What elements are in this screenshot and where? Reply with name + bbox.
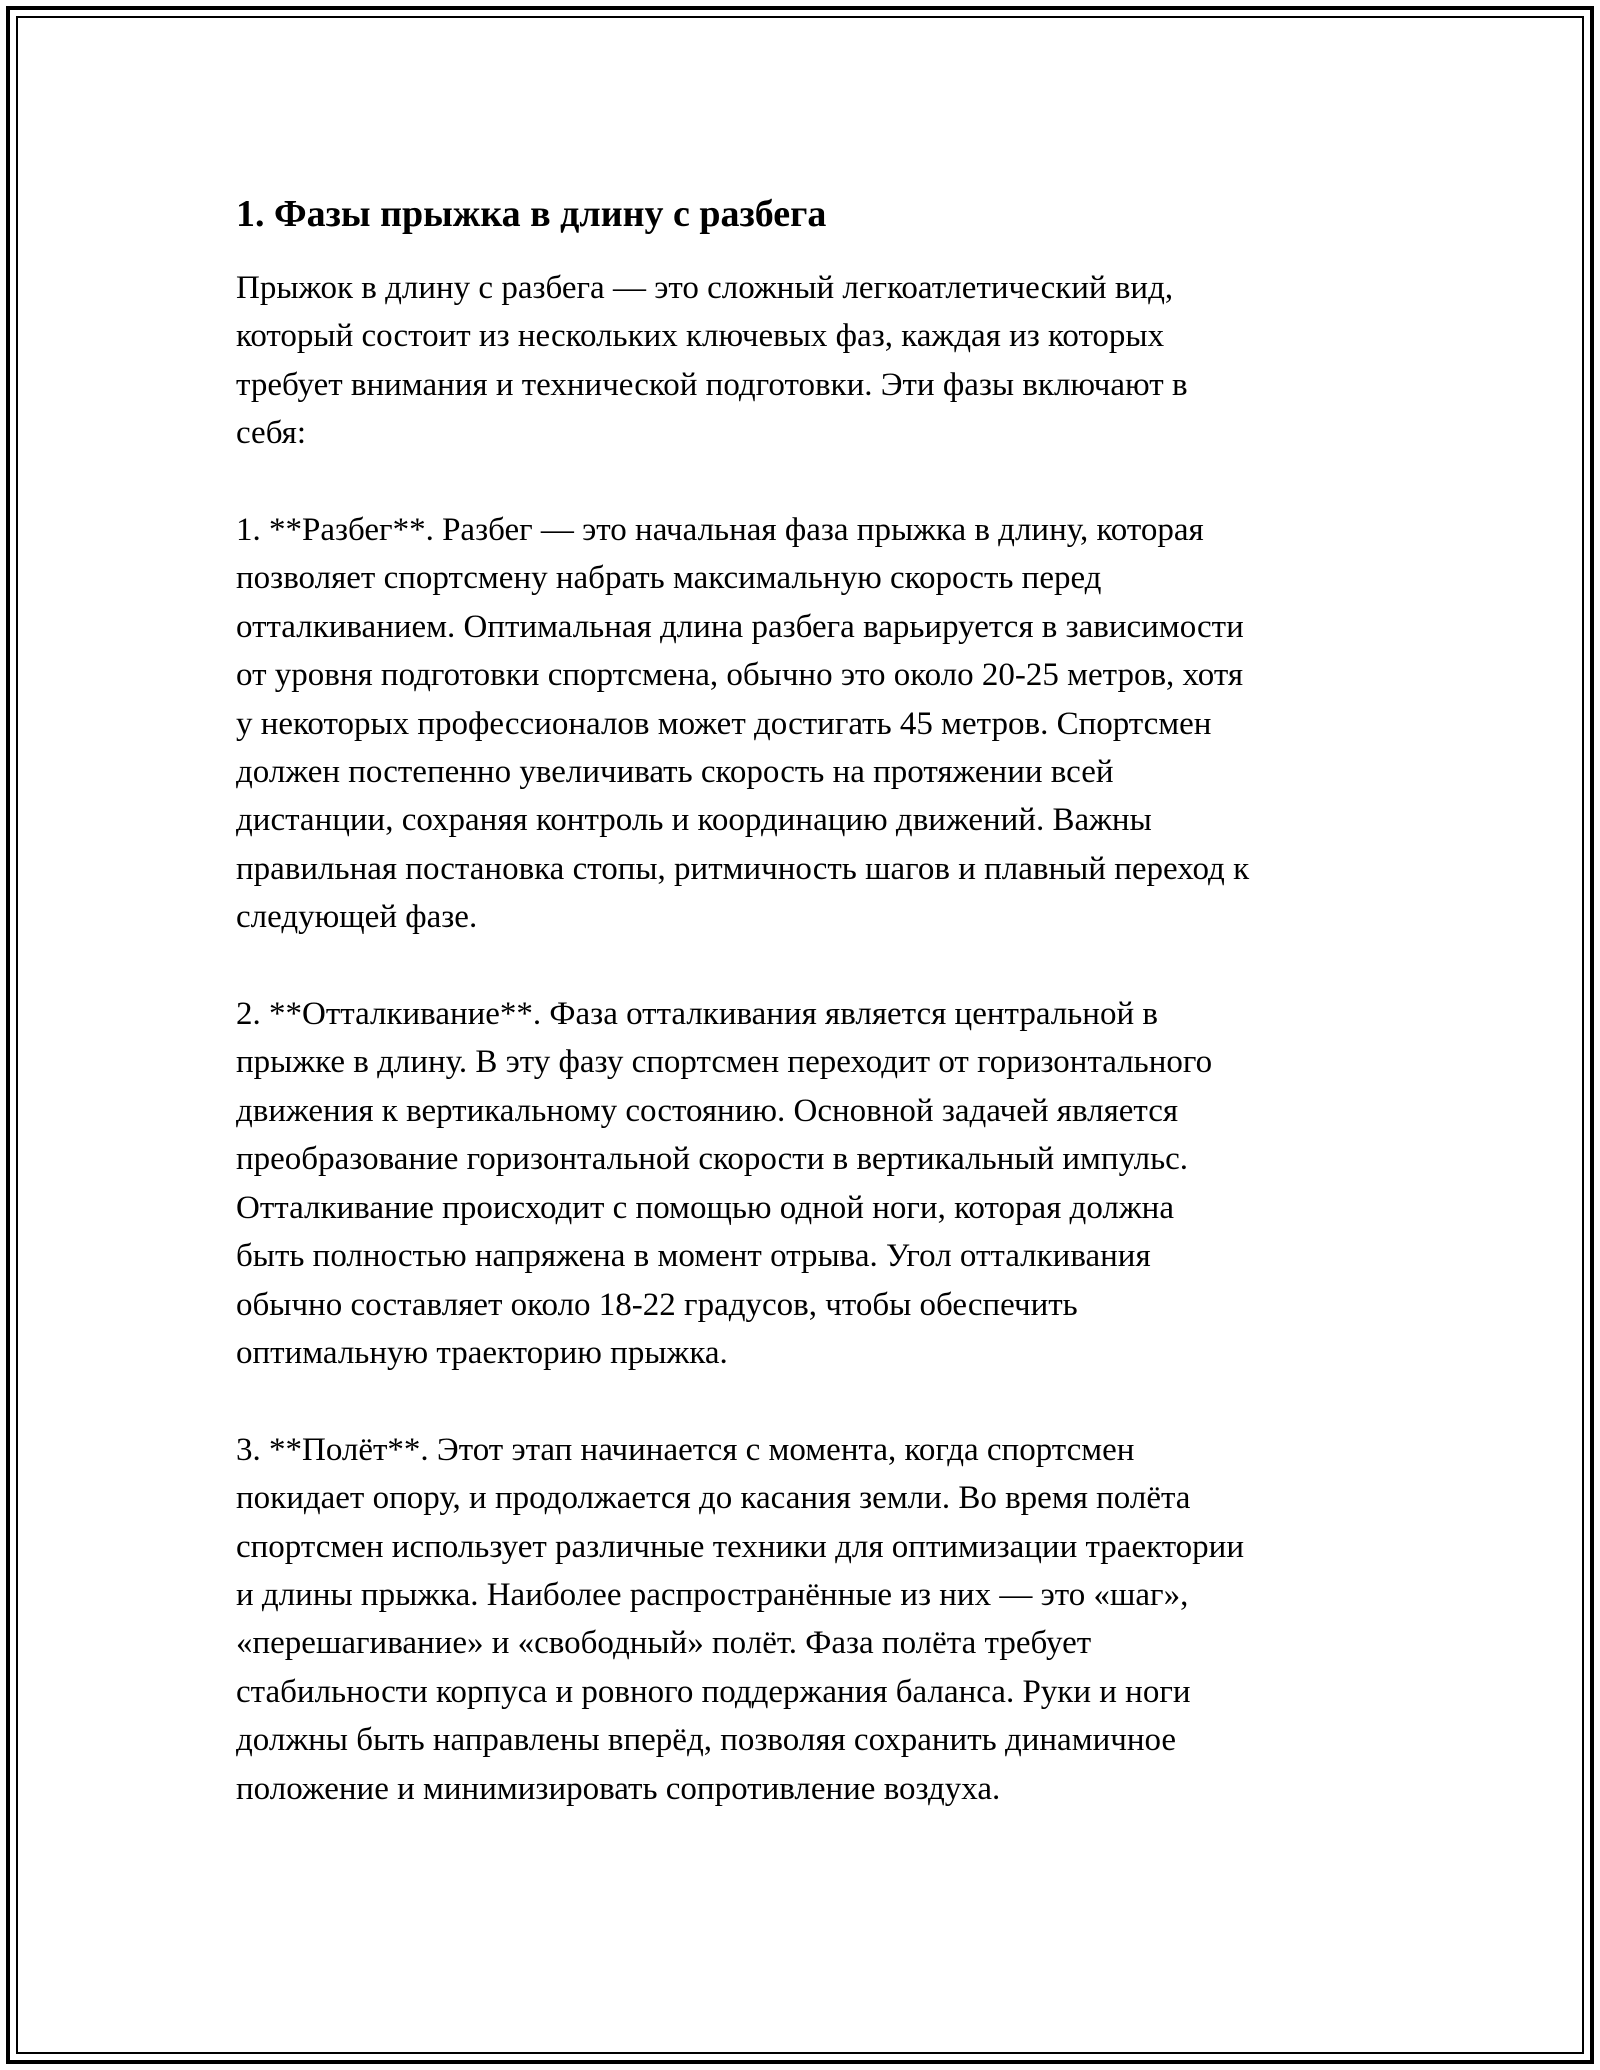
phase-takeoff-paragraph: 2. **Отталкивание**. Фаза отталкивания является центральной в прыжке в длину. В эту фазу спортсмен переходит от горизонтального движения к вертикальному состоянию. Основной задачей является преобразование горизонтальной скорости в вертикальный импульс. Отталкивание происходит с помощью одной ноги, которая должна быть полностью напряжена в момент отрыва. Угол отталкивания обычно составляет около 18-22 градусов, чтобы обеспечить оптимальную траекторию прыжка. bbox=[236, 996, 1213, 1371]
phase-run-up-paragraph: 1. **Разбег**. Разбег — это начальная фаза прыжка в длину, которая позволяет спортсмену набрать максимальную скорость перед отталкиванием. Оптимальная длина разбега варьируется в зависимости от уровня подготовки спортсмена, обычно это около 20-25 метров, хотя у некоторых профессионалов может достигать 45 метров. Спортсмен должен постепенно увеличивать скорость на протяжении всей дистанции, сохраняя контроль и координацию движений. Важны правильная постановка стопы, ритмичность шагов и плавный переход к следующей фазе. bbox=[236, 512, 1250, 936]
intro-paragraph: Прыжок в длину с разбега — это сложный легкоатлетический вид, который состоит из нескольких ключевых фаз, каждая из которых требует внимания и технической подготовки. Эти фазы включают в себя: bbox=[236, 270, 1188, 452]
document-body bbox=[236, 186, 1376, 1813]
phase-flight-paragraph: 3. **Полёт**. Этот этап начинается с момента, когда спортсмен покидает опору, и продолжается до касания земли. Во время полёта спортсмен использует различные техники для оптимизации траектории и длины прыжка. Наиболее распространённые из них — это «шаг», «перешагивание» и «свободный» полёт. Фаза полёта требует стабильности корпуса и ровного поддержания баланса. Руки и ноги должны быть направлены вперёд, позволяя сохранить динамичное положение и минимизировать сопротивление воздуха. bbox=[236, 1431, 1244, 1807]
section-heading: 1. Фазы прыжка в длину с разбега bbox=[236, 193, 827, 235]
